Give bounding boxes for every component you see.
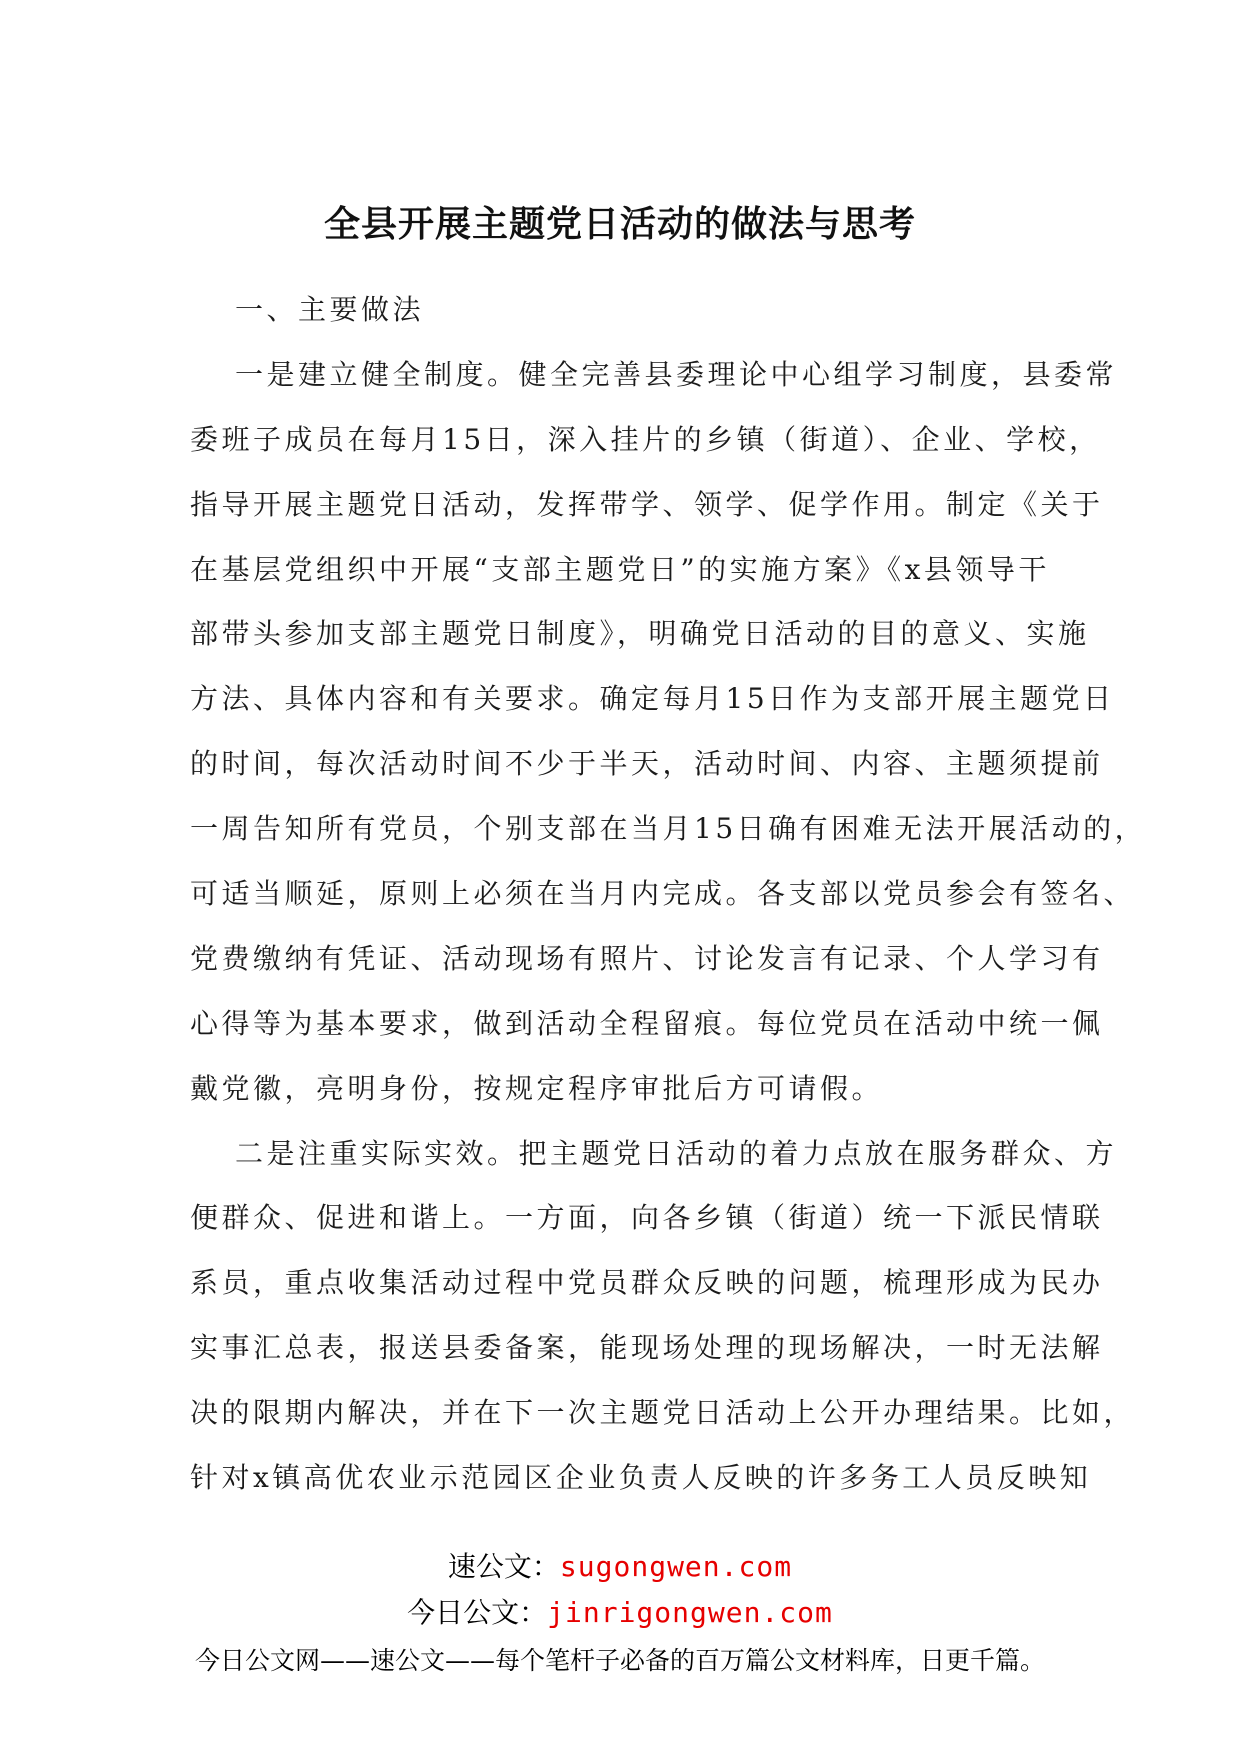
text-line: 心得等为基本要求，做到活动全程留痕。每位党员在活动中统一佩 (190, 1006, 1104, 1040)
text-line: 系员，重点收集活动过程中党员群众反映的问题，梳理形成为民办 (190, 1266, 1104, 1300)
text-line: 部带头参加支部主题党日制度》，明确党日活动的目的意义、实施 (190, 617, 1090, 651)
text-line: 便群众、促进和谐上。一方面，向各乡镇（街道）统一下派民情联 (190, 1201, 1104, 1235)
text-line: 一周告知所有党员，个别支部在当月15日确有困难无法开展活动的， (190, 812, 1147, 846)
text-line: 指导开展主题党日活动，发挥带学、领学、促学作用。制定《关于 (190, 487, 1104, 521)
document-title: 全县开展主题党日活动的做法与思考 (323, 203, 916, 245)
text-line: 委班子成员在每月15日，深入挂片的乡镇（街道）、企业、学校， (190, 422, 1101, 456)
footer-label-jinrigongwen: 今日公文： (407, 1596, 548, 1629)
text-line: 戴党徽，亮明身份，按规定程序审批后方可请假。 (190, 1071, 884, 1105)
footer-jinrigongwen (0, 1591, 1240, 1631)
sugongwen-link[interactable]: sugongwen.com (559, 1550, 793, 1583)
text-line: 实事汇总表，报送县委备案，能现场处理的现场解决，一时无法解 (190, 1331, 1104, 1365)
text-line: 的时间，每次活动时间不少于半天，活动时间、内容、主题须提前 (190, 747, 1104, 781)
document-body (190, 278, 1147, 1511)
text-line: 针对x镇高优农业示范园区企业负责人反映的许多务工人员反映知 (190, 1461, 1092, 1495)
text-line: 在基层党组织中开展“支部主题党日”的实施方案》《x县领导干 (190, 552, 1050, 586)
text-line: 党费缴纳有凭证、活动现场有照片、讨论发言有记录、个人学习有 (190, 941, 1104, 975)
text-line: 一是建立健全制度。健全完善县委理论中心组学习制度，县委常 (235, 357, 1118, 391)
text-line: 决的限期内解决，并在下一次主题党日活动上公开办理结果。比如， (190, 1396, 1136, 1430)
text-line: 一、主要做法 (235, 293, 425, 326)
footer-slogan: 今日公文网——速公文——每个笔杆子必备的百万篇公文材料库，日更千篇。 (194, 1646, 1045, 1675)
text-line: 可适当顺延，原则上必须在当月内完成。各支部以党员参会有签名、 (190, 877, 1136, 911)
text-line: 方法、具体内容和有关要求。确定每月15日作为支部开展主题党日 (190, 682, 1115, 716)
footer-label-sugongwen: 速公文： (447, 1550, 560, 1583)
text-line: 二是注重实际实效。把主题党日活动的着力点放在服务群众、方 (235, 1136, 1118, 1170)
footer-sugongwen (0, 1545, 1240, 1585)
jinrigongwen-link[interactable]: jinrigongwen.com (547, 1596, 833, 1629)
